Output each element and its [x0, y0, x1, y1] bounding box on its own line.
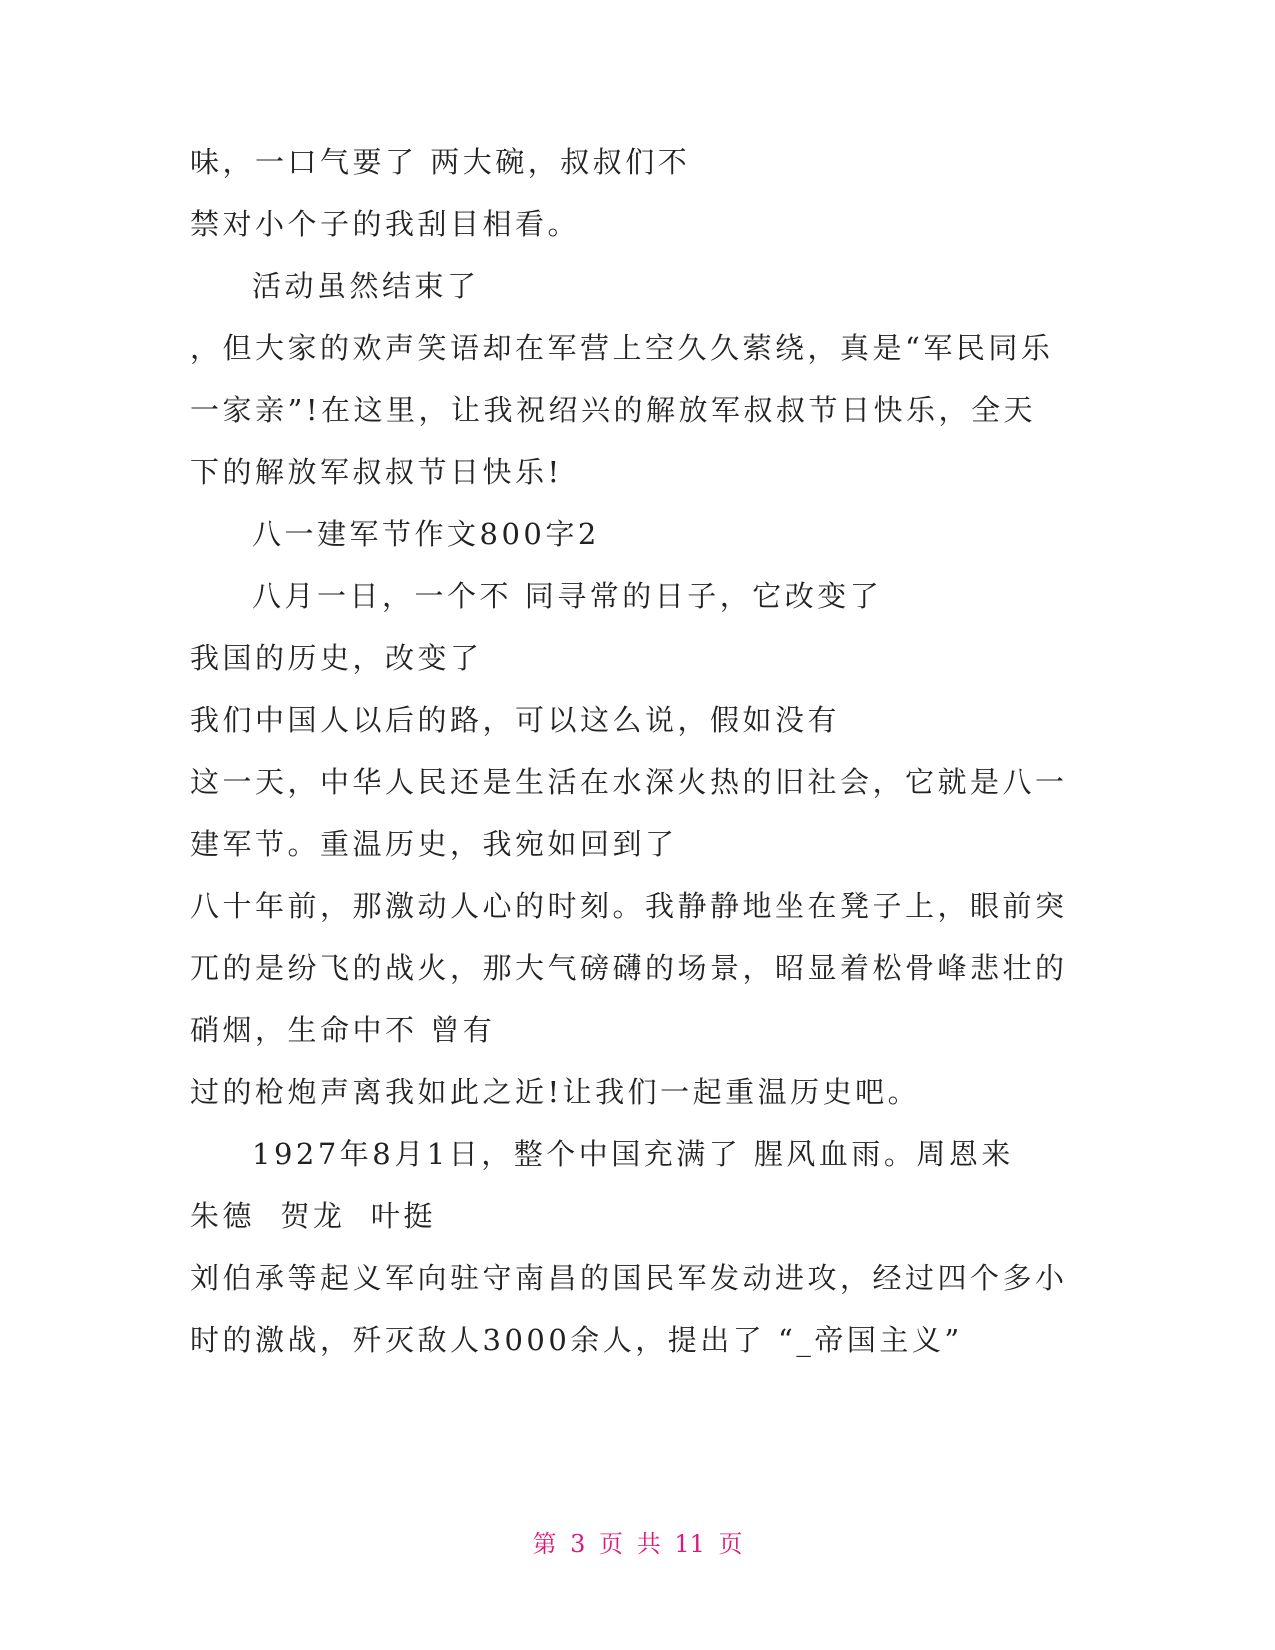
text-line: 兀的是纷飞的战火，那大气磅礴的场景，昭显着松骨峰悲壮的 [190, 951, 1068, 985]
text-line: ，但大家的欢声笑语却在军营上空久久萦绕，真是“军民同乐 [190, 331, 1054, 365]
page-footer [0, 1527, 1275, 1561]
text-line: 禁对小个子的我刮目相看。 [190, 207, 581, 241]
text-line: 活动虽然结束了 [252, 269, 480, 303]
text-line: 下的解放军叔叔节日快乐! [190, 455, 563, 489]
text-line: 一家亲”!在这里，让我祝绍兴的解放军叔叔节日快乐，全天 [190, 393, 1036, 427]
text-line: 1927年8月1日，整个中国充满了 腥风血雨。周恩来 [252, 1137, 1014, 1171]
footer-total-word: 共 [636, 1530, 661, 1558]
total-page-count: 11 [674, 1530, 705, 1558]
text-line: 时的激战，歼灭敌人3000余人，提出了 “_帝国主义” [190, 1323, 963, 1357]
section-heading: 八一建军节作文800字2 [252, 517, 600, 551]
text-line: 八十年前，那激动人心的时刻。我静静地坐在凳子上，眼前突 [190, 889, 1068, 923]
text-line: 过的枪炮声离我如此之近!让我们一起重温历史吧。 [190, 1075, 921, 1109]
text-line: 我们中国人以后的路，可以这么说，假如没有 [190, 703, 841, 737]
current-page-number: 3 [570, 1530, 586, 1558]
text-line: 刘伯承等起义军向驻守南昌的国民军发动进攻，经过四个多小 [190, 1261, 1068, 1295]
text-line: 硝烟，生命中不 曾有 [190, 1013, 496, 1047]
footer-prefix: 第 [532, 1530, 557, 1558]
footer-page-word: 页 [599, 1530, 624, 1558]
text-line: 朱德 贺龙 叶挺 [190, 1199, 436, 1233]
footer-suffix: 页 [718, 1530, 743, 1558]
text-line: 味，一口气要了 两大碗，叔叔们不 [190, 145, 691, 179]
text-line: 建军节。重温历史，我宛如回到了 [190, 827, 678, 861]
text-line: 八月一日，一个不 同寻常的日子，它改变了 [252, 579, 883, 613]
text-line: 这一天，中华人民还是生活在水深火热的旧社会，它就是八一 [190, 765, 1068, 799]
text-line: 我国的历史，改变了 [190, 641, 483, 675]
